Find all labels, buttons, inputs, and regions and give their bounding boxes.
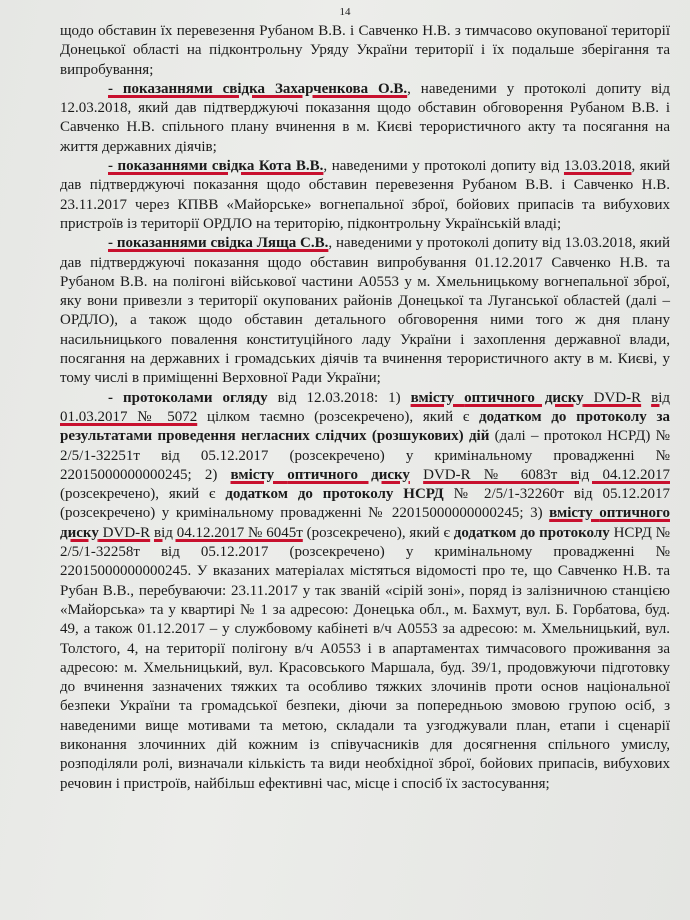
disk-2-date-number: DVD-R № 6083т від 04.12.2017 bbox=[423, 466, 670, 483]
disk-3-content: вмісту bbox=[549, 505, 600, 522]
paragraph-witness-kot bbox=[60, 157, 670, 234]
paragraph-witness-zakharchenkov bbox=[60, 80, 670, 157]
paragraph-text: № 2/5/1-32260т від 05.12.2017 (розсекречено) у кримінальному провадженні № 22015000000000245; 3) bbox=[60, 486, 670, 522]
witness-kot-date: 13.03.2018 bbox=[563, 158, 632, 175]
disk-1-content: вмісту bbox=[410, 389, 465, 406]
witness-liashch-lead: - показаннями свідка Ляща С.В. bbox=[108, 235, 329, 252]
attachment-3: додатком до протоколу bbox=[453, 524, 610, 541]
disk-1-label: оптичного диску bbox=[464, 389, 584, 406]
paragraph-transport bbox=[60, 22, 670, 80]
paragraph-text: цілком таємно (розсекречено), який є bbox=[197, 408, 479, 425]
disk-3-date-number: від 04.12.2017 № 6045т bbox=[153, 524, 303, 541]
inspection-protocols-lead: - протоколами огляду bbox=[108, 389, 268, 406]
paragraph-text: від 12.03.2018: 1) bbox=[267, 389, 411, 406]
witness-zakharchenkov-lead: - показаннями свідка Захарченкова О.В. bbox=[108, 80, 408, 97]
attachment-2: додатком до протоколу НСРД bbox=[225, 486, 444, 503]
paragraph-text: НСРД № 2/5/1-32258т від 05.12.2017 (розсекречено) у кримінальному провадженні № 22015000000000245. У вказаних матеріалах містяться відомості про те, що Савченко Н.В. та Рубан В.В., перебуваючи: 23.11.2017 у так званій «сірій зоні», поряд із залізничною станцією «Майорська» та у квартирі № 1 за адресою: Донецька обл., м. Бахмут, вул. Б. Горбатова, буд. 49, а також 01.12.2017 – у службовому кабінеті в/ч А0553 за адресою: м. Хмельницький, вул. Толстого, 4, на території полігону в/ч А0553 і в апартаментах тимчасового проживання за адресою: м. Хмельницький, вул. Красовського Маршала, буд. 39/1, продовжуючи підготовку до вчинення зазначених тяжких та особливо тяжких злочинів проти основ національної безпеки України та громадської безпеки, діючи за попередньою змовою групою осіб, з наведеними вище мотивами та метою, складали та узгоджували план, етапи і сценарії виконання злочинних дій кожним із співучасників для досягнення спільного умислу, розподіляли ролі, визначали кількість та види необхідної зброї, бойових припасів, вибухових речовин і пристроїв, найбільш ефективні час, місце і спосіб їх застосування; bbox=[60, 524, 670, 792]
paragraph-text: , наведеними у протоколі допиту від 12.03.2018, який дав підтверджуючі показання щодо обставин обговорення Рубаном В.В. і Савченко Н.В. спільного плану вчинення в м. Києві терористичного акту та посягання на життя державних діячів; bbox=[60, 80, 670, 155]
paragraph-inspection-protocols bbox=[60, 389, 670, 794]
attachment-1: додатком до протоколу за результатами проведення негласних слідчих (розшукових) дій bbox=[60, 408, 670, 445]
disk-1-type: DVD-R bbox=[583, 389, 642, 406]
paragraph-text: (розсекречено), який є bbox=[60, 486, 226, 503]
paragraph-text: (розсекречено), який є bbox=[302, 524, 454, 541]
page-number: 14 bbox=[339, 6, 351, 18]
paragraph-witness-liashch bbox=[60, 234, 670, 388]
paragraph-text: , який дав підтверджуючі показання щодо обставин перевезення Рубаном В.В. і Савченко Н.В. 23.11.2017 через КПВВ «Майорське» вогнепальної зброї, бойових припасів та вибухових пристроїв із території ОРДЛО на територію, підконтрольну Українській владі; bbox=[60, 158, 670, 232]
paragraph-text: (далі – протокол НСРД) № 2/5/1-32251т від 05.12.2017 (розсекречено) у кримінальному провадженні № 22015000000000245; 2) bbox=[60, 428, 670, 483]
disk-2-content: вмісту bbox=[230, 466, 288, 483]
paragraph-text: щодо обставин їх перевезення Рубаном В.В. і Савченко Н.В. з тимчасово окупованої території Донецької області на підконтрольну Уряду України території і їх подальше зберігання та випробування; bbox=[60, 23, 670, 78]
document-body bbox=[60, 22, 670, 794]
paragraph-text: , наведеними у протоколі допиту від bbox=[323, 158, 564, 175]
disk-3-type: DVD-R bbox=[98, 524, 151, 541]
disk-2-label: оптичного диску bbox=[287, 466, 410, 483]
paragraph-text: , наведеними у протоколі допиту від 13.03.2018, який дав підтверджуючі показання щодо обставин випробування 01.12.2017 Савченко Н.В. та Рубаном В.В. на полігоні військової частини А0553 у м. Хмельницькому вогнепальної зброї, яку вони привезли з території окупованих районів Донецької та Луганської областей (далі – ОРДЛО), а також щодо обставин детального обговорення ними того ж дня плану насильницького повалення конституційного ладу України і захоплення державної влади, посягання на державних і громадських діячів та вчинення терористичного акту в м. Києві, у тому числі в приміщенні Верховної Ради України; bbox=[60, 235, 670, 387]
disk-1-date-number: від 01.03.2017 № 5072 bbox=[60, 389, 670, 425]
disk-3-label: оптичного диску bbox=[60, 505, 670, 541]
witness-kot-lead: - показаннями свідка Кота В.В. bbox=[108, 158, 324, 175]
